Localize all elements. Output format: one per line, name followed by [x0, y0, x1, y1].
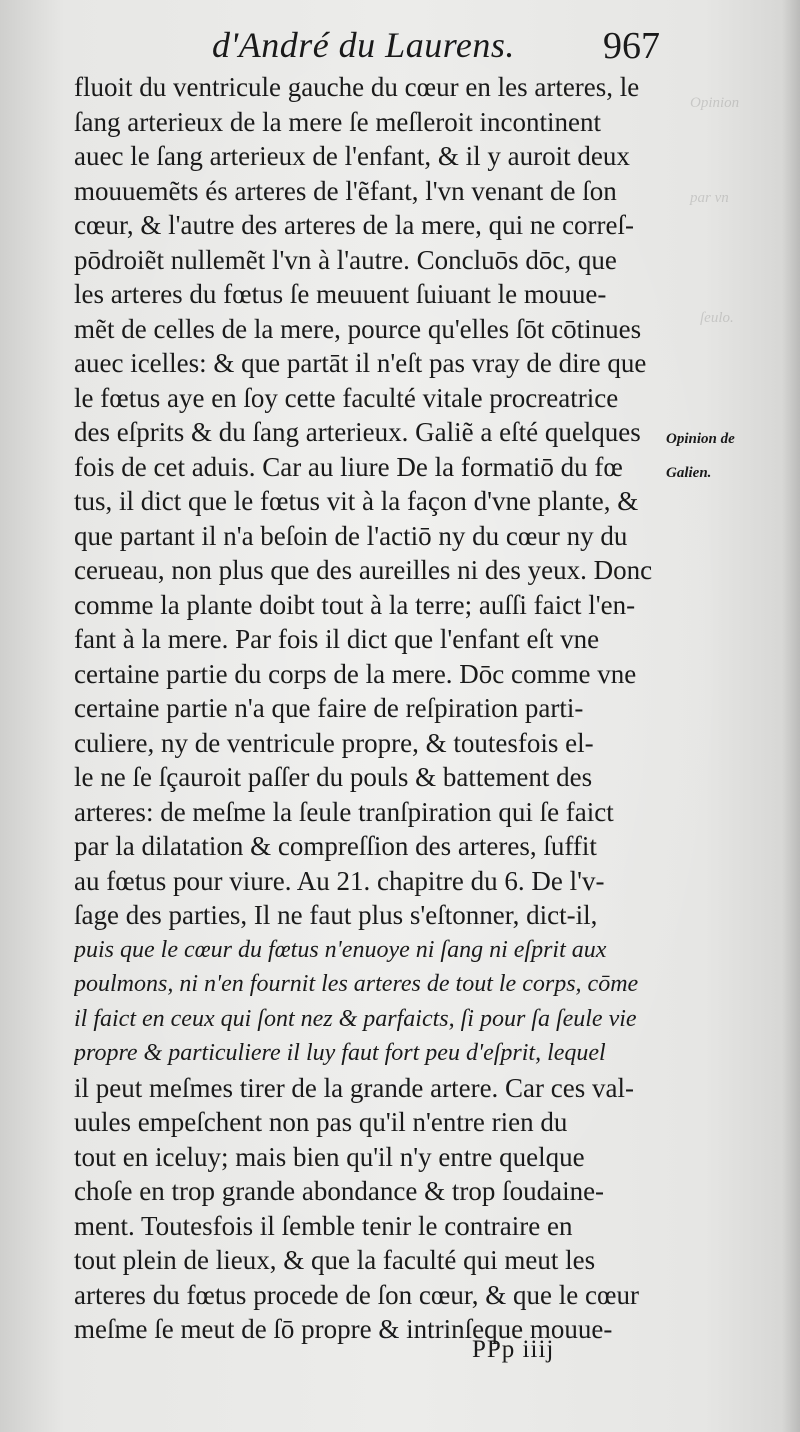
- text-line: les arteres du fœtus ſe meuuent ſuiuant le mouue-: [74, 279, 607, 309]
- text-line: choſe en trop grande abondance & trop ſoudaine-: [74, 1176, 605, 1206]
- text-line: le fœtus aye en ſoy cette faculté vitale procreatrice: [74, 382, 619, 413]
- text-line: il peut meſmes tirer de la grande artere. Car ces val-: [74, 1072, 634, 1103]
- quoted-text-line: il faict en ceux qui ſont nez & parfaicts, ſi pour ſa ſeule vie: [74, 1005, 637, 1032]
- text-line: des eſprits & du ſang arterieux. Galiẽ a eſté quelques: [74, 417, 641, 447]
- text-line: comme la plante doibt tout à la terre; auſſi faict l'en-: [74, 589, 636, 620]
- show-through-text: par vn: [690, 190, 729, 206]
- margin-note-line: Opinion de: [666, 431, 735, 447]
- text-line: ment. Toutesfois il ſemble tenir le contraire en: [74, 1210, 573, 1241]
- text-line: fluoit du ventricule gauche du cœur en les arteres, le: [74, 72, 640, 102]
- quoted-text-line: poulmons, ni n'en fournit les arteres de tout le corps, cōme: [74, 971, 639, 997]
- page-edge-shadow: [782, 0, 800, 1432]
- text-line: uules empeſchent non pas qu'il n'entre rien du: [74, 1107, 568, 1137]
- text-line: cœur, & l'autre des arteres de la mere, qui ne correſ-: [74, 210, 635, 240]
- text-line: que partant il n'a beſoin de l'actiō ny du cœur ny du: [74, 520, 628, 551]
- text-line: auec icelles: & que partāt il n'eſt pas vray de dire que: [74, 348, 647, 378]
- show-through-text: Opinion: [690, 95, 740, 111]
- page-number: 967: [603, 25, 660, 67]
- text-line: culiere, ny de ventricule propre, & toutesfois el-: [74, 727, 594, 758]
- text-line: auec le ſang arterieux de l'enfant, & il y auroit deux: [74, 141, 630, 171]
- text-line: tout en iceluy; mais bien qu'il n'y entre quelque: [74, 1141, 585, 1172]
- text-line: pōdroiẽt nullemẽt l'vn à l'autre. Concluōs dōc, que: [74, 244, 617, 275]
- text-line: par la dilatation & compreſſion des arteres, ſuffit: [74, 831, 597, 861]
- text-line: au fœtus pour viure. Au 21. chapitre du 6. De l'v-: [74, 865, 605, 896]
- text-line: le ne ſe ſçauroit paſſer du pouls & battement des: [74, 762, 593, 792]
- text-line: arteres: de meſme la ſeule tranſpiration qui ſe faict: [74, 796, 614, 827]
- text-line: certaine partie du corps de la mere. Dōc comme vne: [74, 658, 637, 689]
- text-line: ſang arterieux de la mere ſe meſleroit incontinent: [74, 106, 602, 137]
- margin-note-line: Galien.: [666, 465, 712, 481]
- running-head: d'André du Laurens.: [212, 25, 515, 65]
- text-line: arteres du fœtus procede de ſon cœur, & que le cœur: [74, 1279, 639, 1310]
- text-line: certaine partie n'a que faire de reſpiration parti-: [74, 693, 584, 723]
- text-line: ſage des parties, Il ne faut plus s'eſtonner, dict-il,: [74, 900, 598, 930]
- text-line: fant à la mere. Par fois il dict que l'enfant eſt vne: [74, 624, 600, 654]
- quoted-text-line: propre & particuliere il luy faut fort peu d'eſprit, lequel: [74, 1040, 606, 1066]
- margin-note: [666, 422, 776, 490]
- show-through-text: ſeulo.: [700, 310, 734, 326]
- signature-mark: PPp iiij: [472, 1336, 555, 1363]
- text-line: tus, il dict que le fœtus vit à la façon d'vne plante, &: [74, 486, 639, 516]
- text-line: cerueau, non plus que des aureilles ni des yeux. Donc: [74, 555, 653, 585]
- main-text: [74, 70, 674, 1347]
- text-line: fois de cet aduis. Car au liure De la formatiō du fœ: [74, 451, 623, 482]
- text-line: tout plein de lieux, & que la faculté qui meut les: [74, 1245, 596, 1275]
- page-header: [0, 18, 800, 78]
- text-line: meſme ſe meut de ſō propre & intrinſeque mouue-: [74, 1314, 613, 1344]
- text-line: mouuemẽts és arteres de l'ẽfant, l'vn venant de ſon: [74, 175, 617, 206]
- text-line: mẽt de celles de la mere, pource qu'elles ſōt cōtinues: [74, 313, 642, 344]
- quoted-text-line: puis que le cœur du fœtus n'enuoye ni ſang ni eſprit aux: [74, 936, 607, 963]
